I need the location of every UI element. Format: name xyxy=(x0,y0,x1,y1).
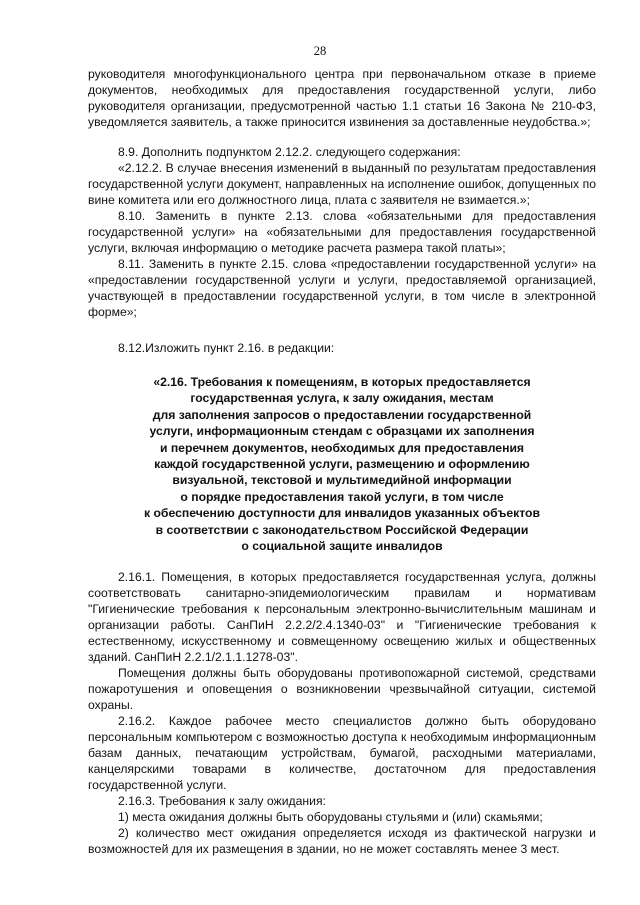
document-body xyxy=(88,66,596,857)
heading-line: в соответствии с законодательством Российской Федерации xyxy=(155,522,529,537)
list-item-1: 1) места ожидания должны быть оборудованы стульями и (или) скамьями; xyxy=(118,810,543,825)
heading-line: услуги, информационным стендам с образцами их заполнения xyxy=(149,424,535,439)
heading-line: визуальной, текстовой и мультимедийной информации xyxy=(172,473,512,488)
paragraph-2-16-2: 2.16.2. Каждое рабочее место специалистов должно быть оборудовано персональным компьютером с возможностью доступа к необходимым информационным базам данных, печатающим устройствам, бумагой, расходными материалами, канцелярскими товарами в количестве, достаточном для предоставления государственной услуги. xyxy=(88,714,596,793)
heading-line: о порядке предоставления такой услуги, в том числе xyxy=(180,489,504,504)
page-number: 28 xyxy=(313,44,327,58)
heading-line: и перечнем документов, необходимых для предоставления xyxy=(159,440,525,455)
heading-line: о социальной защите инвалидов xyxy=(241,539,443,554)
heading-line: к обеспечению доступности для инвалидов указанных объектов xyxy=(144,506,540,521)
heading-line: каждой государственной услуги, размещению и оформлению xyxy=(154,457,530,472)
paragraph-premises-equipment: Помещения должны быть оборудованы противопожарной системой, средствами пожаротушения и оповещения о возникновении чрезвычайной ситуации, системой охраны. xyxy=(88,666,596,713)
paragraph-2-12-2: «2.12.2. В случае внесения изменений в выданный по результатам предоставления государственной услуги документ, направленных на исполнение ошибок, допущенных по вине комитета или его должностного лица, плата с заявителя не взимается.»; xyxy=(88,161,596,207)
section-heading-2-16 xyxy=(88,374,596,554)
paragraph-continuation: руководителя многофункционального центра при первоначальном отказе в приеме документов, необходимых для предоставления государственной услуги, либо руководителя организации, предусмотренной частью 1.1 статьи 16 Закона № 210-ФЗ, уведомляется заявитель, а также приносится извинения за доставленные неудобства.»; xyxy=(88,67,596,129)
heading-line: государственная услуга, к залу ожидания, местам xyxy=(190,391,494,406)
paragraph-8-12: 8.12.Изложить пункт 2.16. в редакции: xyxy=(118,341,335,355)
paragraph-2-16-1: 2.16.1. Помещения, в которых предоставляется государственная услуга, должны соответствовать санитарно-эпидемиологическим правилам и нормативам "Гигиенические требования к персональным электронно-вычислительным машинам и организации работы. СанПиН 2.2.2/2.4.1340-03" и "Гигиенические требования к естественному, искусственному и совмещенному освещению жилых и общественных зданий. СанПиН 2.2.1/2.1.1.1278-03". xyxy=(88,570,596,665)
list-item-2: 2) количество мест ожидания определяется исходя из фактической нагрузки и возможностей для их размещения в здании, но не может составлять менее 3 мест. xyxy=(88,826,596,857)
heading-line: «2.16. Требования к помещениям, в которых предоставляется xyxy=(153,375,531,389)
paragraph-8-9: 8.9. Дополнить подпунктом 2.12.2. следующего содержания: xyxy=(118,145,461,159)
paragraph-8-11: 8.11. Заменить в пункте 2.15. слова «предоставлении государственной услуги» на «предоставлении государственной услуги и услуги, предоставляемой организацией, участвующей в предоставлении государственной услуги, в том числе в электронной форме»; xyxy=(88,257,596,319)
heading-line: для заполнения запросов о предоставлении государственной xyxy=(152,407,532,422)
paragraph-2-16-3: 2.16.3. Требования к залу ожидания: xyxy=(118,794,326,809)
paragraph-8-10: 8.10. Заменить в пункте 2.13. слова «обязательными для предоставления государственной услуги» на «обязательными для предоставления государственной услуги, включая информацию о методике расчета размера такой платы»; xyxy=(88,209,596,255)
